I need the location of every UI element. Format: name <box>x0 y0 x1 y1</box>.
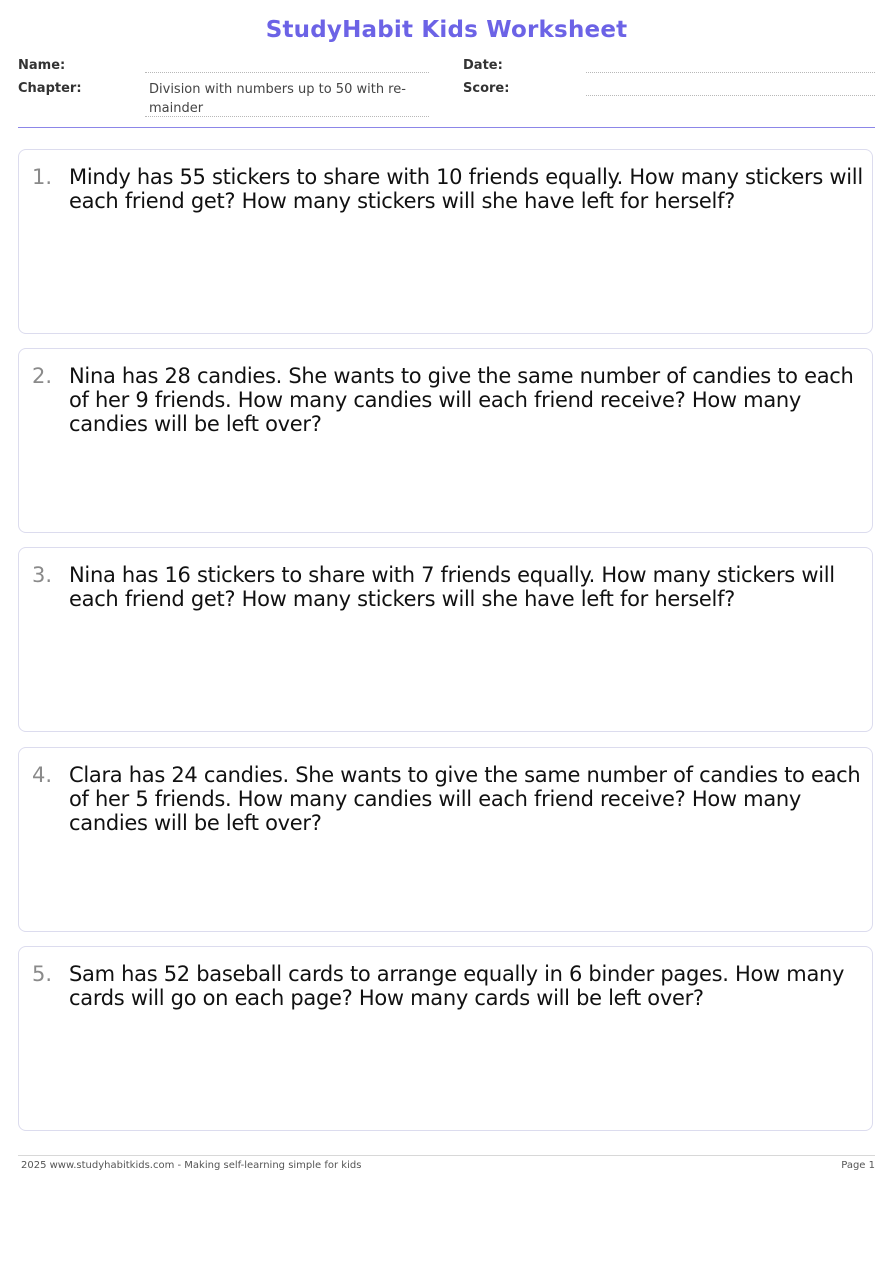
question-number: 2. <box>32 364 53 388</box>
chapter-underline <box>145 116 429 117</box>
question-box-3[interactable] <box>18 547 873 732</box>
question-number: 1. <box>32 165 53 189</box>
worksheet-page <box>18 0 875 1262</box>
chapter-value: Division with numbers up to 50 with re- mainder <box>149 82 406 116</box>
date-field[interactable] <box>586 72 875 73</box>
question-box-5[interactable] <box>18 946 873 1131</box>
date-label: Date: <box>463 58 503 73</box>
page-number: Page 1 <box>841 1160 875 1171</box>
question-text: Nina has 28 candies. She wants to give the same number of candies to each of her 9 friends. How many candies will each friend receive? How many candies will be left over? <box>69 364 854 436</box>
footer-copyright: 2025 www.studyhabitkids.com - Making self-learning simple for kids <box>21 1160 362 1171</box>
question-box-4[interactable] <box>18 747 873 932</box>
question-text: Clara has 24 candies. She wants to give the same number of candies to each of her 5 friends. How many candies will each friend receive? How many candies will be left over? <box>69 763 861 835</box>
score-label: Score: <box>463 81 510 96</box>
question-text: Nina has 16 stickers to share with 7 friends equally. How many stickers will each friend get? How many stickers will she have left for herself? <box>69 563 835 611</box>
header-divider <box>18 127 875 128</box>
score-field[interactable] <box>586 95 875 96</box>
page-title: StudyHabit Kids Worksheet <box>265 17 628 43</box>
question-text: Mindy has 55 stickers to share with 10 friends equally. How many stickers will each friend get? How many stickers will she have left for herself? <box>69 165 863 213</box>
name-field[interactable] <box>145 72 429 73</box>
name-label: Name: <box>18 58 66 73</box>
question-text: Sam has 52 baseball cards to arrange equally in 6 binder pages. How many cards will go on each page? How many cards will be left over? <box>69 962 845 1010</box>
question-number: 5. <box>32 962 53 986</box>
question-number: 4. <box>32 763 53 787</box>
question-box-2[interactable] <box>18 348 873 533</box>
question-box-1[interactable] <box>18 149 873 334</box>
question-number: 3. <box>32 563 53 587</box>
chapter-label: Chapter: <box>18 81 82 96</box>
footer-divider <box>18 1155 875 1156</box>
